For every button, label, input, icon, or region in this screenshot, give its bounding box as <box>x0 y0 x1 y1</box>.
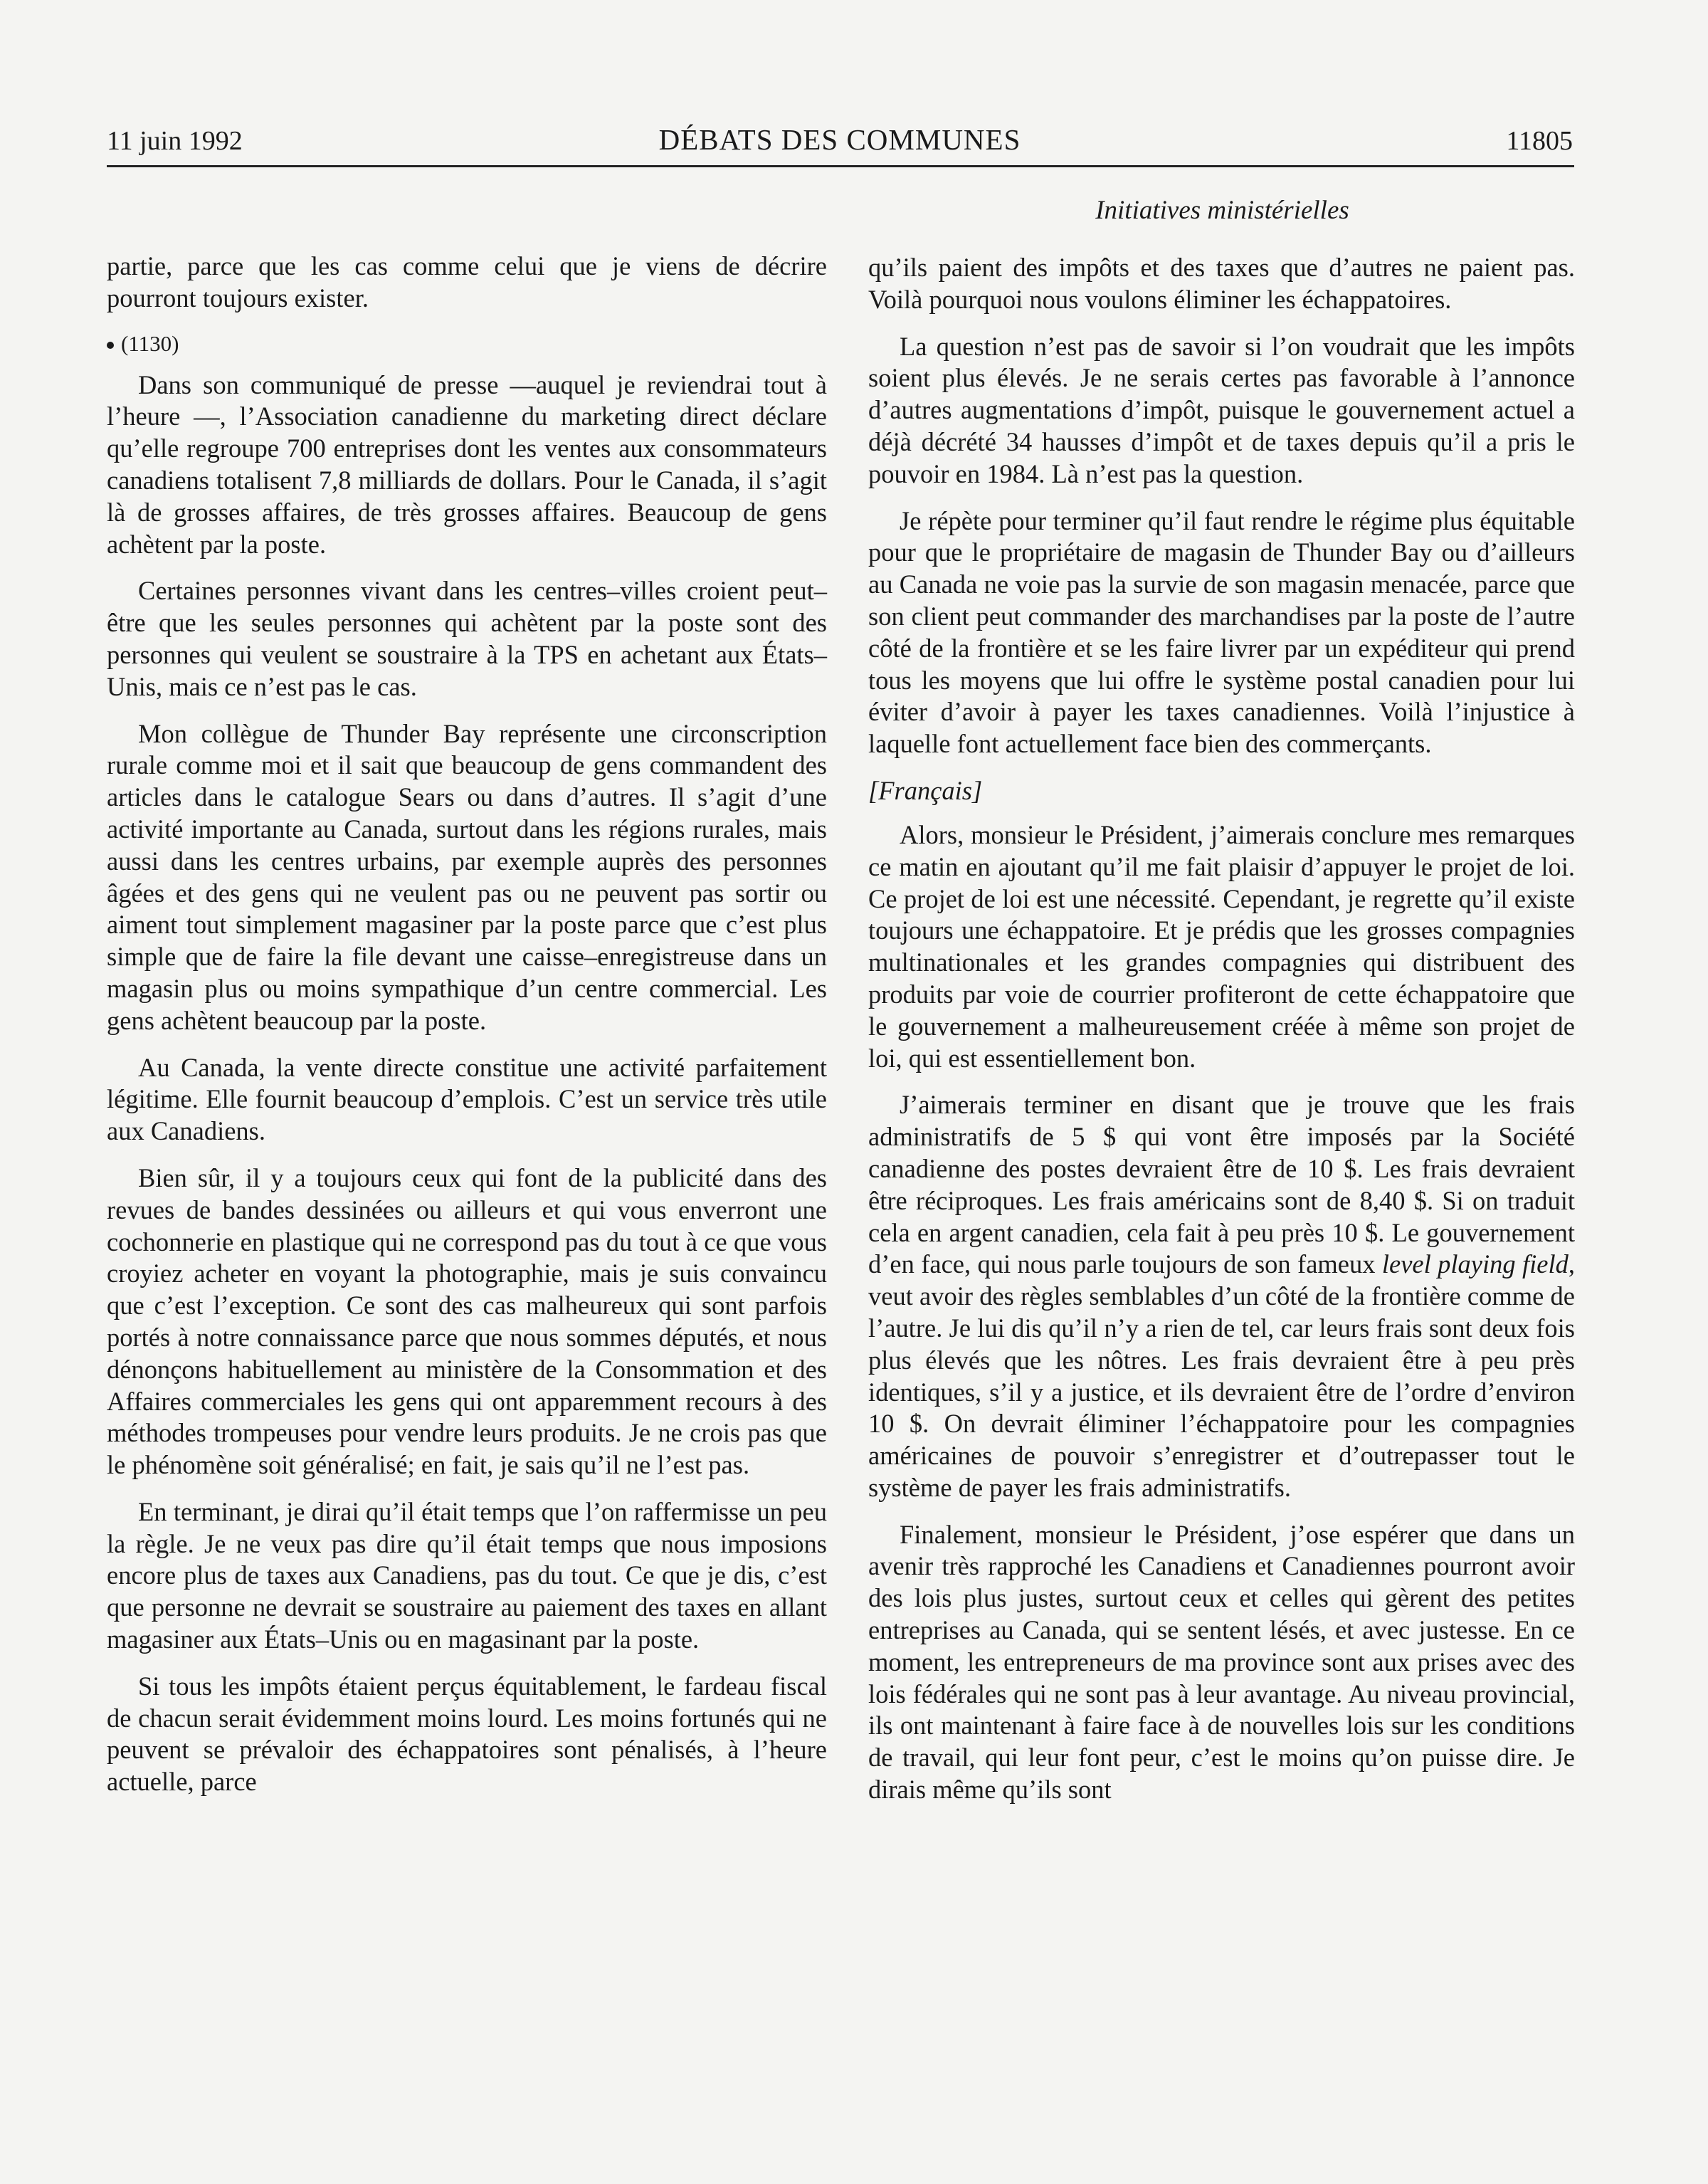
paragraph: Si tous les impôts étaient perçus équitablement, le fardeau fiscal de chacun serait évidemment moins lourd. Les moins fortunés qui ne peuvent se prévaloir des échappatoires sont pénalisés, à l’heure actuelle, parce <box>107 1671 827 1797</box>
paragraph: Finalement, monsieur le Président, j’ose espérer que dans un avenir très rapproché les Canadiens et Canadiennes pourront avoir des lois plus justes, surtout ceux et celles qui gèrent des petites entreprises au Canada, qui se sentent lésés, et avec justesse. En ce moment, les entrepreneurs de ma province sont aux prises avec des lois fédérales qui ne sont pas à leur avantage. Au niveau provincial, ils ont maintenant à faire face à de nouvelles lois sur les conditions de travail, qui leur font peur, c’est le moins qu’on puisse dire. Je dirais même qu’ils sont <box>868 1519 1575 1805</box>
paragraph: Mon collègue de Thunder Bay représente une circonscription rurale comme moi et il sait que beaucoup de gens commandent des articles dans le catalogue Sears ou dans d’autres. Il s’agit d’une activité importante au Canada, surtout dans les régions rurales, mais aussi dans les centres urbains, par exemple auprès des personnes âgées et des gens qui ne veulent pas ou ne peuvent pas sortir ou aiment tout simplement magasiner par la poste parce que c’est plus simple que de faire la file devant une caisse–enregistreuse dans un magasin plus ou moins sympathique d’un centre commercial. Les gens achètent beaucoup par la poste. <box>107 718 827 1035</box>
time-marker <box>107 330 827 358</box>
paragraph: Au Canada, la vente directe constitue une activité parfaitement légitime. Elle fournit beaucoup d’emplois. C’est un service très utile aux Canadiens. <box>107 1052 827 1146</box>
time-marker-text: (1130) <box>121 330 179 356</box>
paragraph <box>868 1089 1575 1503</box>
header-title: DÉBATS DES COMMUNES <box>658 123 1021 156</box>
bullet-icon <box>107 342 114 349</box>
page-number: 11805 <box>1506 126 1573 156</box>
paragraph: La question n’est pas de savoir si l’on voudrait que les impôts soient plus élevés. Je ne serais certes pas favorable à l’annonce d’autres augmentations d’impôt, puisque le gouvernement actuel a déjà décrété 34 hausses d’impôt et de taxes depuis qu’il a pris le pouvoir en 1984. Là n’est pas la question. <box>868 331 1575 488</box>
header-rule <box>107 165 1574 167</box>
italic-phrase: level playing field <box>1381 1249 1569 1279</box>
section-title: Initiatives ministérielles <box>1095 196 1349 225</box>
paragraph: Bien sûr, il y a toujours ceux qui font de la publicité dans des revues de bandes dessinées ou ailleurs et qui vous enverront une cochonnerie en plastique qui ne correspond pas du tout à ce que vous croyiez acheter en voyant la photographie, mais je suis convaincu que c’est l’exception. Ce sont des cas malheureux qui sont parfois portés à notre connaissance parce que nous sommes députés, et nous dénonçons habituellement au ministère de la Consommation et des Affaires commerciales les gens qui ont apparemment recours à des méthodes trompeuses pour vendre leurs produits. Je ne crois pas que le phénomène soit généralisé; en fait, je sais qu’il ne l’est pas. <box>107 1162 827 1480</box>
header-date: 11 juin 1992 <box>107 126 243 156</box>
language-marker: [Français] <box>868 775 983 805</box>
paragraph: Certaines personnes vivant dans les centres–villes croient peut–être que les seules personnes qui achètent par la poste sont des personnes qui veulent se soustraire à la TPS en achetant aux États–Unis, mais ce n’est pas le cas. <box>107 576 827 701</box>
paragraph: Alors, monsieur le Président, j’aimerais conclure mes remarques ce matin en ajoutant qu’il me fait plaisir d’appuyer le projet de loi. Ce projet de loi est une nécessité. Cependant, je regrette qu’il existe toujours une échappatoire. Et je prédis que les grosses compagnies multinationales et les grandes compagnies qui distribuent des produits par voie de courrier profiteront de cette échappatoire que le gouvernement a malheureusement créée à même son projet de loi, qui est essentiellement bon. <box>868 819 1575 1073</box>
left-column <box>107 251 827 1813</box>
paragraph: Je répète pour terminer qu’il faut rendre le régime plus équitable pour que le propriétaire de magasin de Thunder Bay ou d’ailleurs au Canada ne voie pas la survie de son magasin menacée, parce que son client peut commander des marchandises par la poste de l’autre côté de la frontière et se les faire livrer par un expéditeur qui prend tous les moyens que lui offre le système postal canadien pour lui éviter d’avoir à payer les taxes canadiennes. Voilà l’injustice à laquelle font actuellement face bien des commerçants. <box>868 505 1575 759</box>
paragraph: Dans son communiqué de presse —auquel je reviendrai tout à l’heure —, l’Association canadienne du marketing direct déclare qu’elle regroupe 700 entreprises dont les ventes aux consommateurs canadiens totalisent 7,8 milliards de dollars. Pour le Canada, il s’agit là de grosses affaires, de très grosses affaires. Beaucoup de gens achètent par la poste. <box>107 369 827 559</box>
right-column <box>868 252 1575 1821</box>
paragraph-text: , veut avoir des règles semblables d’un côté de la frontière comme de l’autre. Je lui dis qu’il n’y a rien de tel, car leurs frais sont deux fois plus élevés que les nôtres. Les frais devraient être à peu près identiques, s’il y a justice, et ils devraient être de l’ordre d’environ 10 $. On devrait éliminer l’échappatoire pour les compagnies américaines de pouvoir s’enregistrer et d’outrepasser tout le système de payer les frais administratifs. <box>868 1249 1575 1502</box>
page-header <box>107 122 1573 168</box>
paragraph: partie, parce que les cas comme celui que je viens de décrire pourront toujours exister. <box>107 251 827 313</box>
paragraph: En terminant, je dirai qu’il était temps que l’on raffermisse un peu la règle. Je ne veux pas dire qu’il était temps que nous imposions encore plus de taxes aux Canadiens, pas du tout. Ce que je dis, c’est que personne ne devrait se soustraire au paiement des taxes en allant magasiner aux États–Unis ou en magasinant par la poste. <box>107 1496 827 1654</box>
paragraph-text: J’aimerais terminer en disant que je trouve que les frais administratifs de 5 $ qui vont être imposés par la Société canadienne des postes devraient être de 10 $. Les frais devraient être réciproques. Les frais américains sont de 8,40 $. Si on traduit cela en argent canadien, cela fait à peu près 10 $. Le gouvernement d’en face, qui nous parle toujours de son fameux <box>868 1090 1575 1279</box>
paragraph: qu’ils paient des impôts et des taxes que d’autres ne paient pas. Voilà pourquoi nous voulons éliminer les échappatoires. <box>868 253 1575 314</box>
